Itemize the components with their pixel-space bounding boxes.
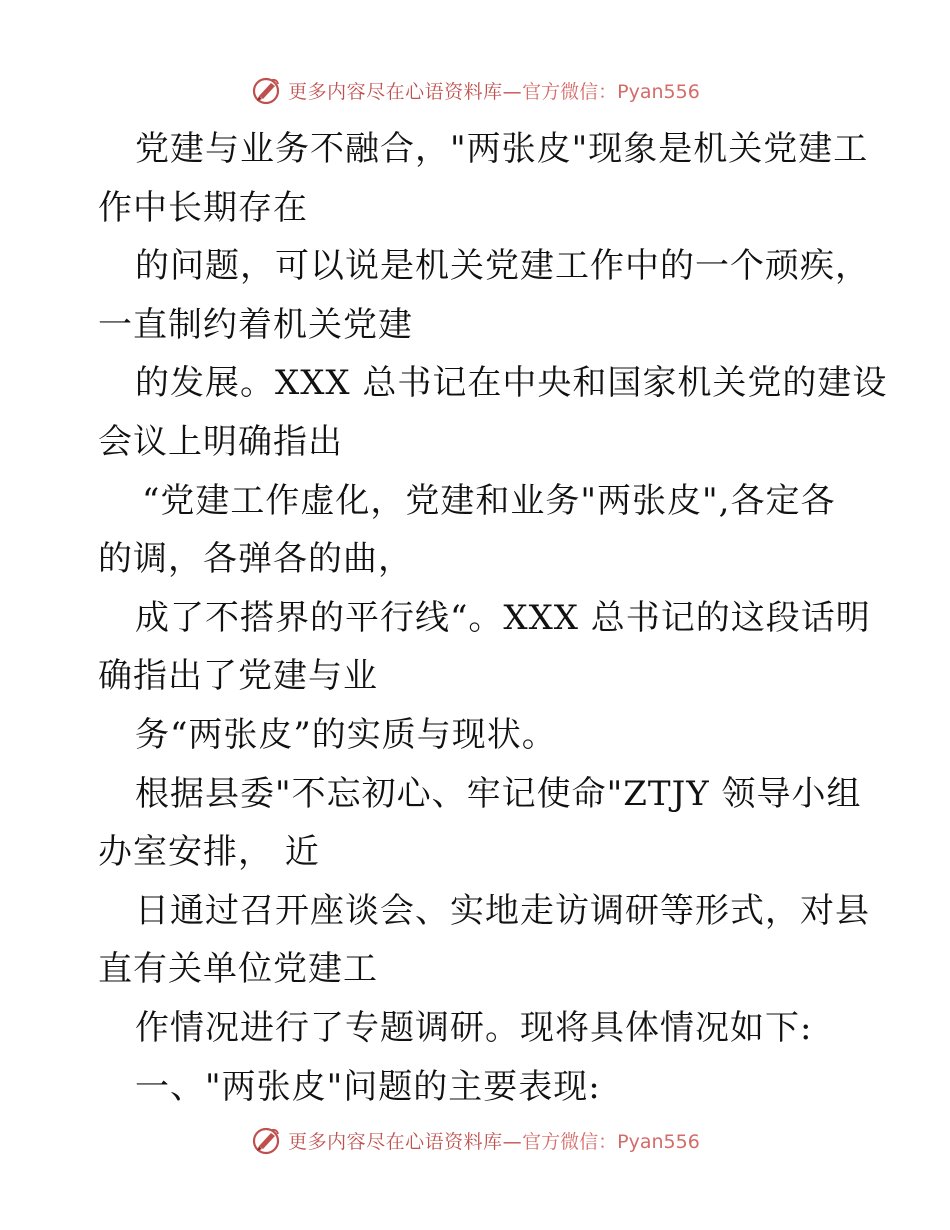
text-line: 党建与业务不融合，"两张皮"现象是机关党建工 xyxy=(135,129,869,169)
text-line: 一、"两张皮"问题的主要表现: xyxy=(135,1066,601,1107)
text-line: 确指出了党建与业 xyxy=(98,656,378,697)
text-line: 务“两张皮”的实质与现状。 xyxy=(135,714,557,755)
text-line: 作情况进行了专题调研。现将具体情况如下: xyxy=(135,1007,813,1048)
watermark-text: 更多内容尽在心语资料库— xyxy=(288,1130,523,1153)
pen-logo-icon xyxy=(250,74,282,106)
document-body xyxy=(98,120,888,1116)
text-line: 一直制约着机关党建 xyxy=(98,304,413,345)
text-line: 直有关单位党建工 xyxy=(98,949,378,990)
text-line: 根据县委"不忘初心、牢记使命"ZTJY 领导小组 xyxy=(135,773,862,814)
text-line: 的调，各弹各的曲， xyxy=(98,539,413,580)
pen-logo-icon xyxy=(250,1124,282,1156)
watermark-suffix: 官方微信：Pyan556 xyxy=(522,80,700,103)
watermark-text: 更多内容尽在心语资料库— xyxy=(288,80,523,103)
text-line: 成了不搭界的平行线“。XXX 总书记的这段话明 xyxy=(135,597,871,638)
watermark-suffix: 官方微信：Pyan556 xyxy=(522,1130,700,1153)
text-line: 办室安排， 近 xyxy=(98,832,320,873)
text-line: 会议上明确指出 xyxy=(98,421,343,462)
text-line: 的发展。XXX 总书记在中央和国家机关党的建设 xyxy=(135,363,888,404)
text-line: 日通过召开座谈会、实地走访调研等形式，对县 xyxy=(135,890,870,931)
watermark-header xyxy=(0,70,950,110)
watermark-footer xyxy=(0,1120,950,1160)
text-line: 的问题，可以说是机关党建工作中的一个顽疾， xyxy=(135,246,870,287)
text-line: “党建工作虚化，党建和业务"两张皮",各定各 xyxy=(142,480,836,521)
text-line: 作中长期存在 xyxy=(98,187,308,228)
